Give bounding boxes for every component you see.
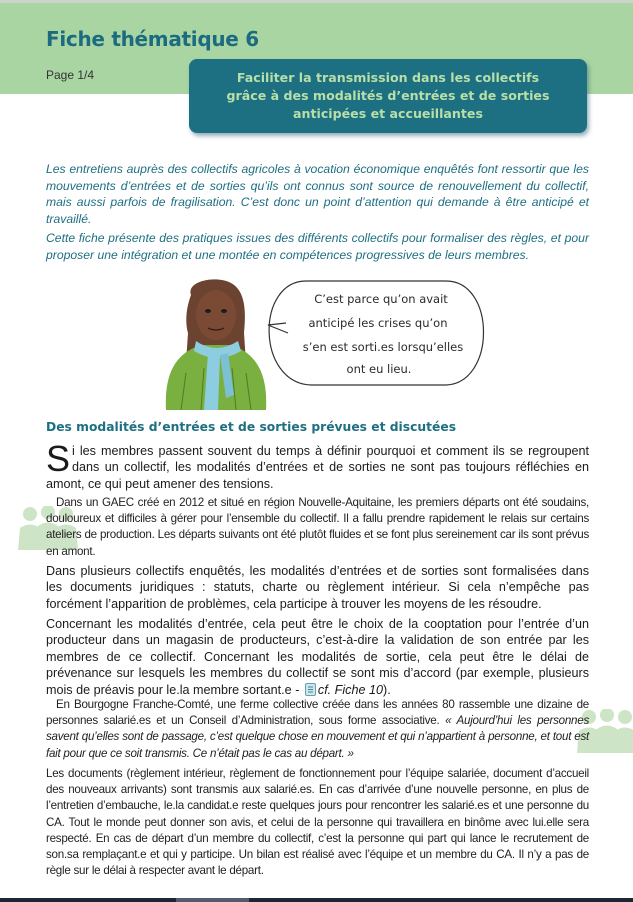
scrollbar-thumb[interactable] — [176, 898, 249, 902]
document-icon — [305, 683, 316, 696]
section-paragraph-2: Dans plusieurs collectifs enquêtés, les modalités d’entrées et de sorties sont formalisées dans les documents juridiques : statuts, charte ou règlement intérieur. Si cela n’empêche pas forcément l’apparition de problèmes, cela participe à trouver les moyens de les résoudre. — [46, 564, 589, 611]
section-paragraph-1 — [46, 438, 589, 492]
section-paragraph-3 — [46, 616, 589, 698]
page-number: Page 1/4 — [46, 68, 95, 82]
horizontal-scrollbar[interactable] — [0, 898, 633, 902]
case-study-2-text: En Bourgogne Franche-Comté, une ferme collective créée dans les années 80 rassemble une dizaine de personnes salarié.es et un Conseil d’Administration, sous forme associative. — [46, 698, 589, 728]
drop-cap: S — [46, 438, 71, 479]
speech-line-2: anticipé les crises qu’on — [308, 316, 448, 330]
speech-line-1: C’est parce qu’on avait — [314, 292, 448, 306]
speech-line-3: s’en est sorti.es lorsqu’elles — [302, 340, 464, 354]
case-study-2 — [46, 697, 589, 762]
section-heading: Des modalités d’entrées et de sorties prévues et discutées — [46, 420, 457, 434]
section-paragraph-3-text: Concernant les modalités d’entrée, cela peut être le choix de la cooptation pour l’entrée d’un producteur dans un magasin de producteurs, c’est-à-dire la validation de son entrée par les membres de ce collectif. Concernant les modalités de sortie, cela peut être le délai de prévenance sur lesquels les membres du collectif se sont mis d’accord (par exemple, plusieurs mois de préavis pour le.la membre sortant.e - — [46, 617, 589, 697]
speech-line-4: ont eu lieu. — [346, 362, 412, 376]
fiche-reference-link[interactable]: cf. Fiche 10 — [317, 682, 383, 697]
case-study-1: Dans un GAEC créé en 2012 et situé en région Nouvelle-Aquitaine, les premiers départs ont été soudains, douloureux et difficiles à gérer pour l’ensemble du collectif. Il a fallu prendre rapidement le relais sur certains ateliers de production. Les départs suivants ont été plutôt fluides et se font plus sereinement car ils sont prévus en amont. — [46, 496, 589, 558]
fiche-title: Fiche thématique 6 — [46, 27, 259, 51]
intro-paragraph-1: Les entretiens auprès des collectifs agricoles à vocation économique enquêtés font ressortir que les mouvements d’entrées et de sorties qu’ils ont connus sont source de renouvellement du collectif, mais aussi parfois de fragilisation. C’est donc un point d’attention qui demande à être anticipé et travaillé. — [46, 162, 589, 226]
title-box — [189, 59, 587, 133]
intro-paragraph-2: Cette fiche présente des pratiques issues des différents collectifs pour formaliser des règles, et pour proposer une intégration et une montée en compétences progressives de leurs membres. — [46, 231, 589, 262]
illustration — [146, 273, 498, 410]
woman-illustration — [166, 279, 266, 410]
section-paragraph-3-end: ). — [383, 682, 391, 697]
page-title: Faciliter la transmission dans les collectifs grâce à des modalités d’entrées et de sorties anticipées et accueillantes — [226, 70, 550, 121]
section-paragraph-1-text: i les membres passent souvent du temps à définir pourquoi et comment ils se regroupent dans un collectif, les modalités d’entrées et de sorties ne sont pas toujours réfléchies en amont, ce qui peut amener des tensions. — [46, 444, 589, 491]
case-study-2-quote: « Aujourd’hui les personnes savent qu’elles sont de passage, c’est quelque chose en mouvement et qui n’appartient à personne, et tout est fait pour que ce soit transmis. Ce n’était pas le cas au départ. » — [46, 714, 589, 760]
case-study-3: Les documents (règlement intérieur, règlement de fonctionnement pour l’équipe salariée, document d’accueil des nouveaux arrivants) sont transmis aux salarié.es. En cas d’arrivée d’une nouvelle personne, en plus de l’entretien d’embauche, le.la candidat.e reste quelques jours pour rencontrer les salarié.es et une personne du CA. Tout le monde peut donner son avis, et celui de la personne qui travaillera en binôme avec lui.elle sera respecté. En cas de départ d’un membre du collectif, c’est la personne qui part qui lance le recrutement de son.sa remplaçant.e et qui y participe. Un bilan est réalisé avec l’équipe et un membre du CA. Il n’y a pas de règle sur le délai à respecter avant le départ. — [46, 767, 589, 878]
